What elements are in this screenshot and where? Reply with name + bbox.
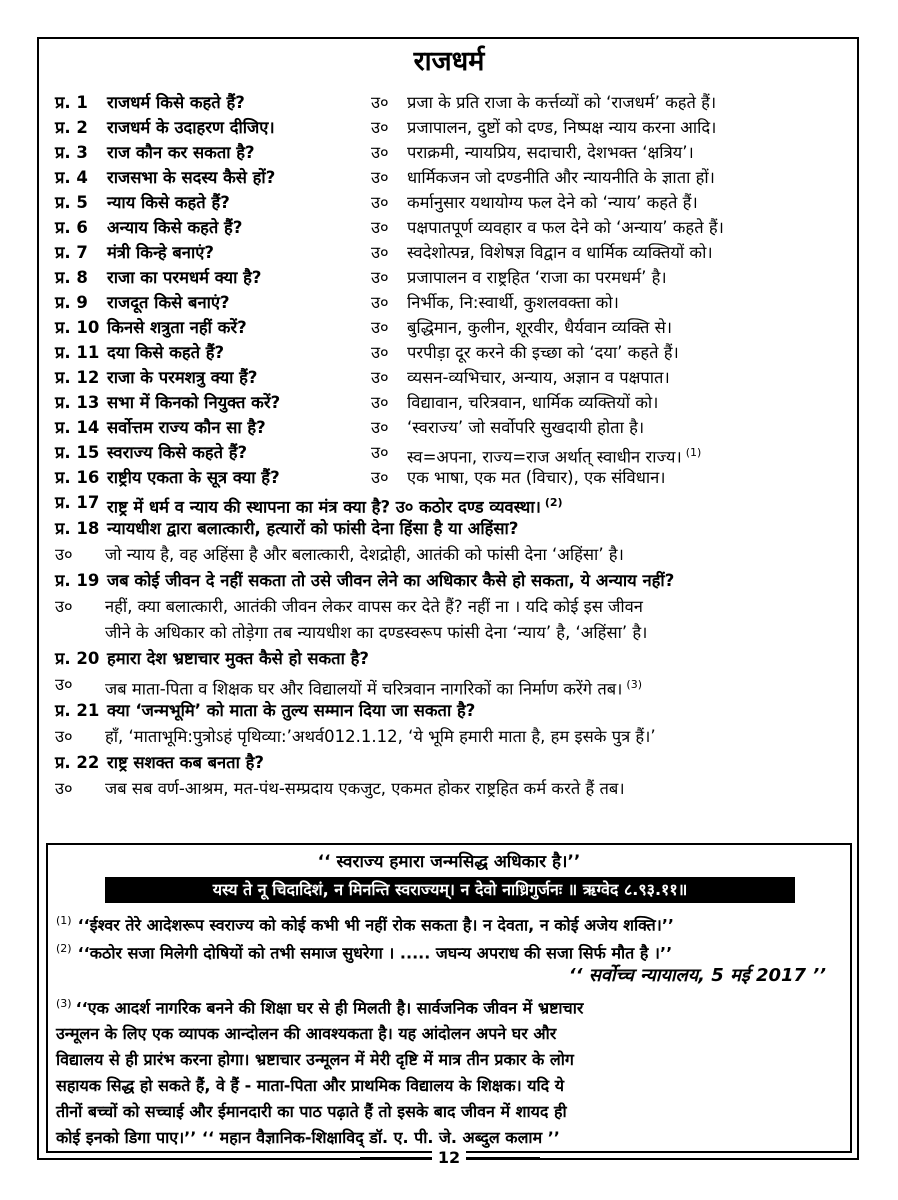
footnote-mark: (1) [56,914,72,927]
question-label: प्र. 1 [55,93,88,112]
question-label: प्र. 10 [55,318,100,337]
question-text: न्यायधीश द्वारा बलात्कारी, हत्यारों को फांसी देना हिंसा है या अहिंसा? [107,519,519,538]
answer-label: उ० [371,343,389,362]
question-label: प्र. 3 [55,143,88,162]
footnote-text: ‘‘कठोर सजा मिलेगी दोषियों को तभी समाज सुधरेगा । ..... जघन्य अपराध की सजा सिर्फ मौत है ।’’ [77,943,673,963]
answer-text: जब सब वर्ण-आश्रम, मत-पंथ-सम्प्रदाय एकजुट, एकमत होकर राष्ट्रहित कर्म करते हैं तब। [105,779,625,798]
footnote-3-line: विद्यालय से ही प्रारंभ करना होगा। भ्रष्टाचार उन्मूलन में मेरी दृष्टि में मात्र तीन प्रकार के लोग [56,1050,574,1070]
question-text: राजदूत किसे बनाएं? [107,293,230,312]
question-text: राजधर्म के उदाहरण दीजिए। [107,118,275,137]
question-label: प्र. 19 [55,571,100,590]
question-text: राजसभा के सदस्य कैसे हों? [107,168,276,187]
footnote-mark: (1) [685,446,702,459]
question-label: प्र. 5 [55,193,88,212]
question-text: राजा के परमशत्रु क्या हैं? [107,368,258,387]
question-text: न्याय किसे कहते हैं? [107,193,230,212]
answer-label: उ० [371,268,389,287]
answer-label: उ० [55,779,73,798]
question-label: प्र. 12 [55,368,100,387]
question-text: सभा में किनको नियुक्त करें? [107,393,281,412]
qa-row [55,190,845,215]
question-text: हमारा देश भ्रष्टाचार मुक्त कैसे हो सकता है? [107,649,369,668]
footnote-text: ‘‘ईश्वर तेरे आदेशरूप स्वराज्य को कोई कभी भी नहीं रोक सकता है। न देवता, न कोई अजेय शक्ति।’’ [77,915,675,935]
answer-18 [55,542,845,568]
question-text: अन्याय किसे कहते हैं? [107,218,243,237]
answer-text: पराक्रमी, न्यायप्रिय, सदाचारी, देशभक्त ‘क्षत्रिय’। [407,143,694,162]
answer-text: प्रजा के प्रति राजा के कर्त्तव्यों को ‘राजधर्म’ कहते हैं। [407,93,717,112]
qa-row [55,315,845,340]
qa-row [55,265,845,290]
footnote-2 [56,937,672,965]
answer-text: परपीड़ा दूर करने की इच्छा को ‘दया’ कहते हैं। [407,343,679,362]
answer-text: विद्यावान, चरित्रवान, धार्मिक व्यक्तियों को। [407,393,659,412]
answer-text: जब माता-पिता व शिक्षक घर और विद्यालयों में चरित्रवान नागरिकों का निर्माण करेंगे तब। $^{(3)}$ [105,678,642,699]
footnote-3 [56,991,846,1151]
qa-row [55,365,845,390]
qa-row [55,415,845,440]
answer-text: प्रजापालन व राष्ट्रहित ‘राजा का परमधर्म’ है। [407,268,667,287]
answer-text: धार्मिकजन जो दण्डनीति और न्यायनीति के ज्ञाता हों। [407,168,715,187]
question-label: प्र. 15 [55,443,100,462]
answer-label: उ० [371,218,389,237]
answer-20 [55,672,845,698]
answer-22 [55,776,845,802]
answer-label: उ० [55,597,73,616]
answer-text: ‘स्वराज्य’ जो सर्वोपरि सुखदायी होता है। [407,418,645,437]
footnote-mark: (3) [626,678,642,691]
footnote-3-line: कोई इनको डिगा पाए।’’ ‘‘ महान वैज्ञानिक-शिक्षाविद् डॉ. ए. पी. जे. अब्दुल कलाम ’’ [56,1128,560,1148]
qa-row [55,440,845,465]
question-label: प्र. 22 [55,753,100,772]
answer-19 [55,594,845,620]
question-label: प्र. 6 [55,218,88,237]
question-20 [55,646,845,672]
question-label: प्र. 14 [55,418,100,437]
page-number: 12 [0,1148,898,1167]
question-label: प्र. 18 [55,519,100,538]
answer-label: उ० [371,143,389,162]
question-text: राष्ट्रीय एकता के सूत्र क्या हैं? [107,468,280,487]
question-label: प्र. 13 [55,393,100,412]
footnote-3-line: सहायक सिद्ध हो सकते हैं, वे हैं - माता-पिता और प्राथमिक विद्यालय के शिक्षक। यदि ये [56,1076,565,1096]
answer-label: उ० [371,393,389,412]
answer-text-line-1: नहीं, क्या बलात्कारी, आतंकी जीवन लेकर वापस कर देते हैं? नहीं ना । यदि कोई इस जीवन [105,597,643,616]
question-text: राज कौन कर सकता है? [107,143,255,162]
answer-text-body: स्व=अपना, राज्य=राज अर्थात् स्वाधीन राज्य। [407,447,682,467]
question-label: प्र. 4 [55,168,88,187]
answer-text: पक्षपातपूर्ण व्यवहार व फल देने को ‘अन्याय’ कहते हैं। [407,218,724,237]
answer-label: उ० [371,93,389,112]
question-text: किनसे शत्रुता नहीं करें? [107,318,247,337]
answer-label: उ० [371,193,389,212]
footnote-mark: (2) [544,496,563,509]
question-text: मंत्री किन्हे बनाएं? [107,243,214,262]
qa-row [55,115,845,140]
court-citation: ‘‘ सर्वोच्च न्यायालय, 5 मई 2017 ’’ [568,965,826,986]
answer-text: कर्मानुसार यथायोग्य फल देने को ‘न्याय’ कहते हैं। [407,193,698,212]
question-label: प्र. 20 [55,649,100,668]
footnote-3-line: तीनों बच्चों को सच्चाई और ईमानदारी का पाठ पढ़ाते हैं तो इसके बाद जीवन में शायद ही [56,1102,567,1122]
answer-text: व्यसन-व्यभिचार, अन्याय, अज्ञान व पक्षपात। [407,368,670,387]
short-qa-list [55,90,845,490]
qa-row [55,340,845,365]
answer-label: उ० [371,368,389,387]
question-text: राष्ट्र सशक्त कब बनता है? [107,753,264,772]
qa-row [55,215,845,240]
quote-box [46,843,852,1153]
answer-label: उ० [371,318,389,337]
question-17 [55,490,845,516]
answer-text: जो न्याय है, वह अहिंसा है और बलात्कारी, देशद्रोही, आतंकी को फांसी देना ‘अहिंसा’ है। [105,545,624,564]
footnote-3-line: $^{(3)}$ ‘‘एक आदर्श नागरिक बनने की शिक्षा घर से ही मिलती है। सार्वजनिक जीवन में भ्रष्टाचार [56,997,584,1018]
footnote-mark: (2) [56,942,72,955]
qa-row [55,390,845,415]
question-text: राजा का परमधर्म क्या है? [107,268,262,287]
answer-text-line-2: जीने के अधिकार को तोड़ेगा तब न्यायधीश का दण्डस्वरूप फांसी देना ‘न्याय’ है, ‘अहिंसा’ है। [105,623,648,642]
qa-row [55,90,845,115]
question-text: राष्ट्र में धर्म व न्याय की स्थापना का मंत्र क्या है? उ० कठोर दण्ड व्यवस्था। $^{(2)}$ [107,496,563,517]
answer-text: निर्भीक, नि:स्वार्थी, कुशलवक्ता को। [407,293,619,312]
question-text: क्या ‘जन्मभूमि’ को माता के तुल्य सम्मान दिया जा सकता है? [107,701,476,720]
question-label: प्र. 8 [55,268,88,287]
question-text: स्वराज्य किसे कहते हैं? [107,443,248,462]
qa-list [55,90,845,802]
question-label: प्र. 9 [55,293,88,312]
answer-label: उ० [371,468,389,487]
answer-text: एक भाषा, एक मत (विचार), एक संविधान। [407,468,666,487]
qa-row [55,465,845,490]
answer-text: प्रजापालन, दुष्टों को दण्ड, निष्पक्ष न्याय करना आदि। [407,118,717,137]
question-label: प्र. 21 [55,701,100,720]
footnote-mark: (3) [56,997,72,1010]
qa-row [55,165,845,190]
answer-label: उ० [55,727,73,746]
box-title: ‘‘ स्वराज्य हमारा जन्मसिद्ध अधिकार है।’’ [317,852,581,872]
question-19 [55,568,845,594]
question-label: प्र. 7 [55,243,88,262]
answer-label: उ० [371,243,389,262]
footnote-1 [56,909,674,937]
answer-text: बुद्धिमान, कुलीन, शूरवीर, धैर्यवान व्यक्ति से। [407,318,673,337]
question-18 [55,516,845,542]
answer-label: उ० [371,443,389,462]
veda-verse: यस्य ते नू चिदादिशं, न मिनन्ति स्वराज्यम्। न देवो नाध्रिगुर्जनः ॥ ऋग्वेद ८.९३.११॥ [105,877,795,903]
question-text: सर्वोत्तम राज्य कौन सा है? [107,418,266,437]
answer-label: उ० [55,545,73,564]
answer-label: उ० [371,418,389,437]
answer-label: उ० [371,293,389,312]
question-label: प्र. 11 [55,343,100,362]
question-label: प्र. 2 [55,118,88,137]
question-21 [55,698,845,724]
question-label: प्र. 16 [55,468,100,487]
qa-row [55,140,845,165]
qa-row [55,290,845,315]
answer-label: उ० [371,118,389,137]
answer-label: उ० [371,168,389,187]
question-label: प्र. 17 [55,493,100,512]
footnote-3-line: उन्मूलन के लिए एक व्यापक आन्दोलन की आवश्यकता है। यह आंदोलन अपने घर और [56,1024,557,1044]
answer-19-cont [55,620,845,646]
answer-text: हाँ, ‘माताभूमि:पुत्रोऽहं पृथिव्या:’अथर्व012.1.12, ‘ये भूमि हमारी माता है, हम इसके पुत्र हैं।’ [105,727,656,746]
question-text: राजधर्म किसे कहते हैं? [107,93,245,112]
question-22 [55,750,845,776]
question-text: दया किसे कहते हैं? [107,343,225,362]
answer-label: उ० [55,675,73,694]
answer-21 [55,724,845,750]
qa-row [55,240,845,265]
page-title: राजधर्म [413,46,485,77]
question-text: जब कोई जीवन दे नहीं सकता तो उसे जीवन लेने का अधिकार कैसे हो सकता, ये अन्याय नहीं? [107,571,675,590]
answer-text: स्वदेशोत्पन्न, विशेषज्ञ विद्वान व धार्मिक व्यक्तियों को। [407,243,713,262]
